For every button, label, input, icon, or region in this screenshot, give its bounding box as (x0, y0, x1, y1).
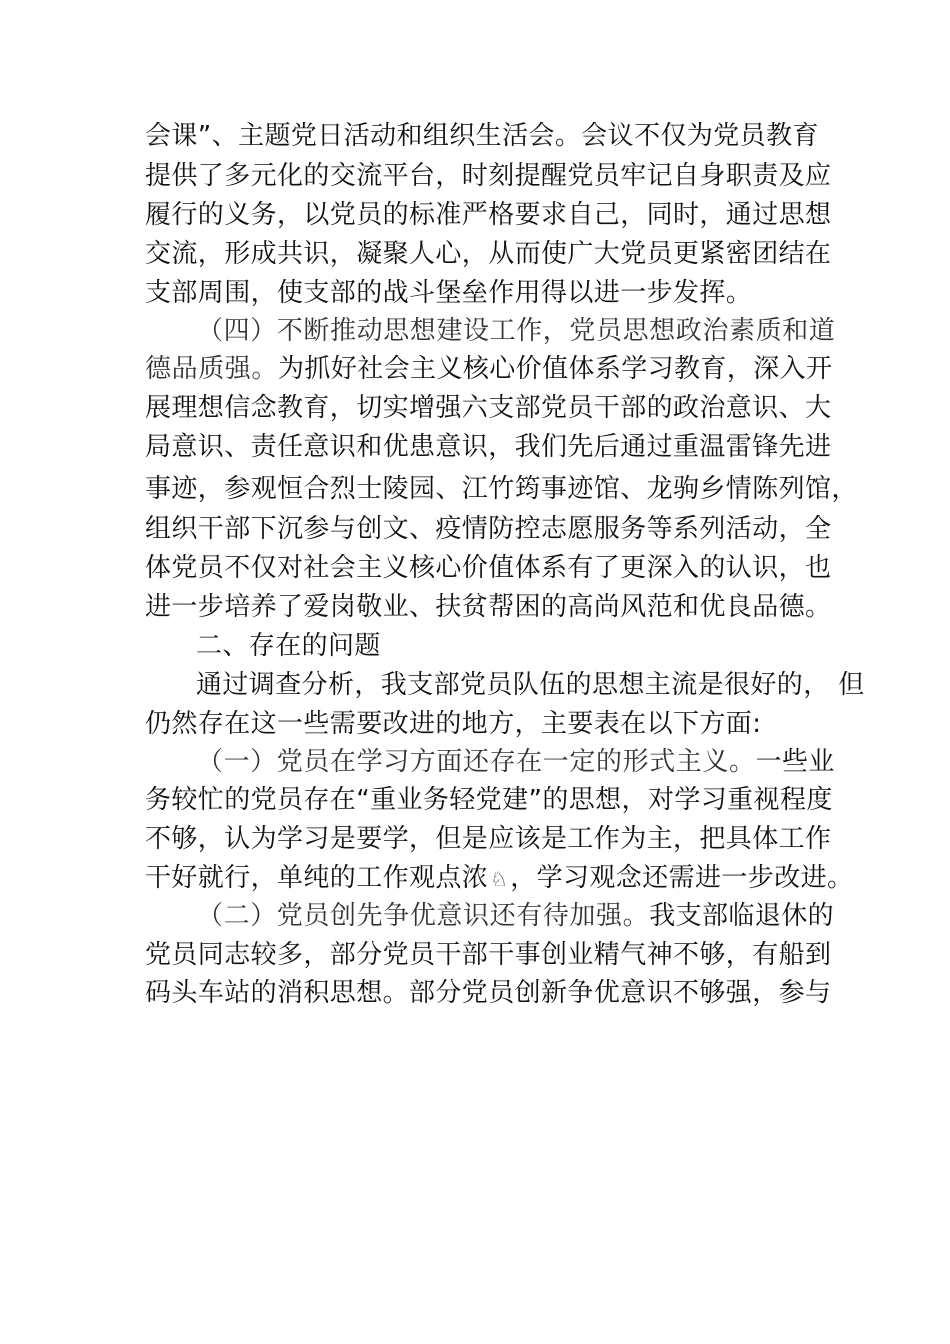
body-text-segment: ，学习观念还需进一步改进。 (510, 863, 854, 893)
body-text-line: 仍然存在这一些需要改进的地方，主要表在以下方面: (145, 709, 762, 739)
body-text-line-with-glyph (145, 859, 853, 897)
subheading-two: （二）党员创先争优意识还有待加强。 (197, 901, 650, 931)
body-text-line: 会课”、主题党日活动和组织生活会。会议不仅为党员教育 (145, 121, 819, 151)
subheading-four: （四）不断推动思想建设工作，党员思想政治素质和道 (197, 316, 836, 346)
body-text-line: 事迹，参观恒合烈士陵园、江竹筠事迹馆、龙驹乡情陈列馆， (145, 474, 858, 504)
subheading-one: （一）党员在学习方面还存在一定的形式主义。 (197, 747, 756, 777)
body-text-line: 通过调查分析，我支部党员队伍的思想主流是很好的， 但 (196, 670, 865, 700)
body-text-line: 体党员不仅对社会主义核心价值体系有了更深入的认识，也 (145, 553, 832, 583)
body-text-line: 进一步培养了爱岗敬业、扶贫帮困的高尚风范和优良品德。 (145, 592, 832, 622)
body-text-segment: 干好就行，单纯的工作观点浓 (145, 863, 489, 893)
body-text-line: 务较忙的党员存在“重业务轻党建”的思想，对学习重视程度 (145, 785, 833, 815)
body-text-line: 支部周围，使支部的战斗堡垒作用得以进一步发挥。 (145, 278, 753, 308)
body-text-line-mixed (197, 743, 835, 781)
body-text-line-mixed (145, 350, 832, 388)
body-text-segment: 我支部临退休的 (649, 901, 835, 931)
body-text-line: 展理想信念教育，切实增强六支部党员干部的政治意识、大 (145, 393, 832, 423)
body-text-segment: 一些业 (755, 747, 835, 777)
subheading-four-continuation: 德品质强。 (145, 354, 279, 384)
body-text-line: 履行的义务，以党员的标准严格要求自己，同时，通过思想 (145, 200, 832, 230)
body-text-segment: 为抓好社会主义核心价值体系学习教育，深入开 (278, 354, 833, 384)
broken-glyph-icon: ♘ (490, 867, 509, 891)
body-text-line: 组织干部下沉参与创文、疫情防控志愿服务等系列活动，全 (145, 514, 832, 544)
body-text-line: 码头车站的消积思想。部分党员创新争优意识不够强，参与 (145, 978, 832, 1008)
body-text-line: 党员同志较多，部分党员干部干事创业精气神不够，有船到 (145, 940, 832, 970)
body-text-line-mixed (197, 897, 834, 935)
body-text-line: 交流，形成共识，凝聚人心，从而使广大党员更紧密团结在 (145, 239, 832, 269)
body-text-line: 局意识、责任意识和优患意识，我们先后通过重温雷锋先进 (145, 432, 832, 462)
body-text-line: 提供了多元化的交流平台，时刻提醒党员牢记自身职责及应 (145, 161, 832, 191)
body-text-line: 不够，认为学习是要学，但是应该是工作为主，把具体工作 (145, 824, 832, 854)
section-heading: 二、存在的问题 (196, 631, 381, 661)
